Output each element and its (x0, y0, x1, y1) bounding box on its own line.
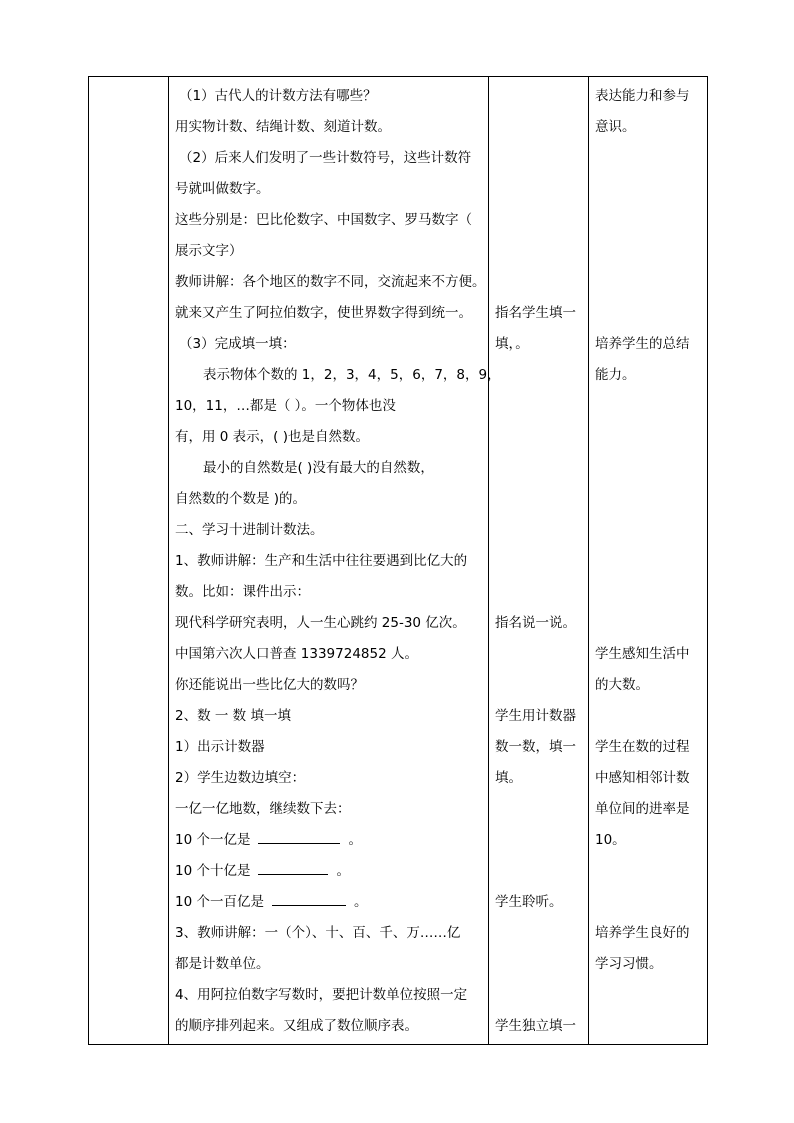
text-line: （2）后来人们发明了一些计数符号，这些计数符 (179, 150, 472, 166)
text-line: 学生用计数器 (495, 708, 576, 724)
fill-blank-prompt: 10 个一亿是 (175, 832, 251, 848)
student-activity-cell (489, 77, 589, 1045)
text-line: 中国第六次人口普查 1339724852 人。 (175, 646, 418, 662)
fill-blank-prompt: 10 个十亿是 (175, 863, 251, 879)
text-line: 展示文字） (175, 243, 243, 259)
text-line: 现代科学研究表明，人一生心跳约 25-30 亿次。 (175, 615, 466, 631)
teaching-process-cell (169, 77, 501, 1045)
text-line: 填，。 (495, 336, 529, 352)
text-line: 填。 (495, 770, 522, 786)
fill-blank-end: 。 (353, 894, 368, 910)
text-line: 3、教师讲解：一（个）、十、百、千、万……亿 (175, 925, 461, 941)
text-line: 号就叫做数字。 (175, 181, 270, 197)
text-line: 中感知相邻计数 (595, 770, 690, 786)
text-line: 培养学生的总结 (595, 336, 690, 352)
text-line: 有，用 0 表示，( )也是自然数。 (175, 429, 369, 445)
text-line: 10，11，…都是（ ）。一个物体也没 (175, 398, 396, 414)
text-line: 学生独立填一 (495, 1018, 576, 1034)
text-line: 4、用阿拉伯数字写数时，要把计数单位按照一定 (175, 987, 468, 1003)
text-line: 意识。 (595, 119, 636, 135)
text-line: 二、学习十进制计数法。 (175, 522, 324, 538)
fill-blank-end: 。 (336, 863, 350, 879)
text-line: （3）完成填一填： (179, 336, 296, 352)
fill-blank-line (175, 831, 362, 849)
text-line: 就来又产生了阿拉伯数字，使世界数字得到统一。 (175, 305, 472, 321)
text-line: 指名学生填一 (495, 305, 576, 321)
text-line: 指名说一说。 (495, 615, 576, 631)
text-line: 最小的自然数是( )没有最大的自然数， (203, 460, 434, 476)
text-line: 2）学生边数边填空： (175, 770, 306, 786)
text-line: 都是计数单位。 (175, 956, 270, 972)
text-line: 数。比如：课件出示： (175, 584, 310, 600)
fill-blank-line (175, 893, 367, 911)
design-intent-cell (589, 77, 708, 1045)
text-line: 2、数 一 数 填一填 (175, 708, 291, 724)
text-line: 1）出示计数器 (175, 739, 265, 755)
text-line: 学习习惯。 (595, 956, 663, 972)
table-row (89, 77, 708, 1045)
text-line: 一亿一亿地数，继续数下去： (175, 801, 351, 817)
text-line: 学生感知生活中 (595, 646, 690, 662)
answer-blank[interactable] (258, 862, 328, 875)
text-line: 学生在数的过程 (595, 739, 690, 755)
text-line: （1）古代人的计数方法有哪些？ (179, 88, 377, 104)
text-line: 表示物体个数的 1，2，3，4，5，6，7，8，9， (203, 367, 501, 383)
text-line: 用实物计数、结绳计数、刻道计数。 (175, 119, 391, 135)
text-line: 10。 (595, 832, 626, 848)
text-line: 的大数。 (595, 677, 649, 693)
stage-column-cell (89, 77, 169, 1045)
text-line: 能力。 (595, 367, 636, 383)
lesson-plan-table (88, 76, 708, 1045)
text-line: 培养学生良好的 (595, 925, 690, 941)
text-line: 这些分别是：巴比伦数字、中国数字、罗马数字（ (175, 212, 472, 228)
text-line: 数一数，填一 (495, 739, 576, 755)
fill-blank-line (175, 862, 350, 880)
text-line: 表达能力和参与 (595, 88, 690, 104)
text-line: 1、教师讲解：生产和生活中往往要遇到比亿大的 (175, 553, 468, 569)
text-line: 你还能说出一些比亿大的数吗？ (175, 677, 364, 693)
text-line: 自然数的个数是 )的。 (175, 491, 307, 507)
fill-blank-end: 。 (348, 832, 362, 848)
answer-blank[interactable] (258, 831, 340, 844)
text-line: 单位间的进率是 (595, 801, 690, 817)
answer-blank[interactable] (272, 893, 346, 906)
text-line: 教师讲解：各个地区的数字不同，交流起来不方便。 (175, 274, 486, 290)
fill-blank-prompt: 10 个一百亿是 (175, 894, 264, 910)
text-line: 的顺序排列起来。又组成了数位顺序表。 (175, 1018, 418, 1034)
text-line: 学生聆听。 (495, 894, 563, 910)
